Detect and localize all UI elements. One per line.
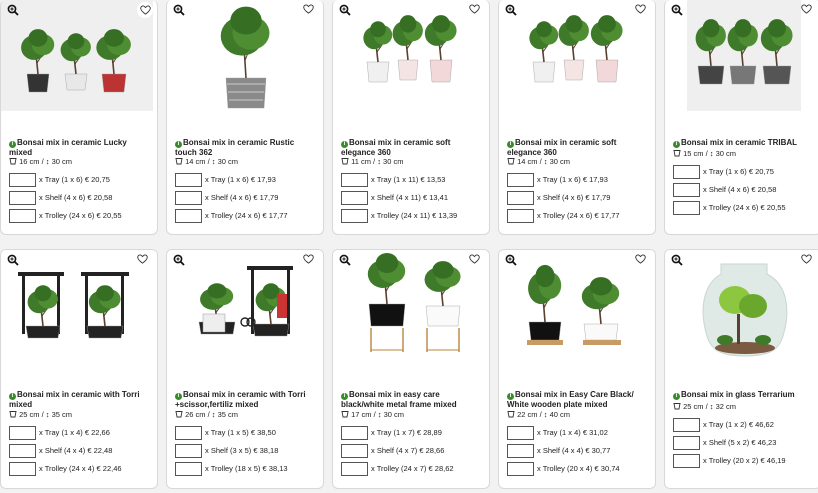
dimensions-text: 25 cm / ↕ 32 cm xyxy=(683,402,737,411)
product-title-text[interactable]: Bonsai mix in ceramic TRIBAL xyxy=(681,138,798,147)
option-price-label: x Trolley (24 x 6) € 17,77 xyxy=(537,211,620,220)
quantity-input[interactable] xyxy=(507,209,534,223)
option-price-label: x Trolley (24 x 6) € 20,55 xyxy=(39,211,122,220)
product-card[interactable] xyxy=(332,0,490,235)
product-dimensions xyxy=(175,157,238,166)
product-image[interactable] xyxy=(333,0,489,126)
order-option-tray xyxy=(507,425,608,440)
info-icon[interactable]: i xyxy=(507,141,514,148)
quantity-input[interactable] xyxy=(9,462,36,476)
order-option-trolley xyxy=(673,453,786,468)
option-price-label: x Shelf (4 x 6) € 17,79 xyxy=(205,193,279,202)
quantity-input[interactable] xyxy=(341,191,368,205)
order-option-trolley xyxy=(9,208,122,223)
option-price-label: x Tray (1 x 5) € 38,50 xyxy=(205,428,276,437)
quantity-input[interactable] xyxy=(175,444,202,458)
quantity-input[interactable] xyxy=(175,426,202,440)
order-option-trolley xyxy=(507,461,620,476)
product-title[interactable] xyxy=(175,138,317,157)
option-price-label: x Trolley (24 x 6) € 17,77 xyxy=(205,211,288,220)
product-title-text[interactable]: Bonsai mix in ceramic Rustic touch 362 xyxy=(175,138,295,157)
zoom-icon[interactable] xyxy=(7,254,19,266)
product-title-text[interactable]: Bonsai mix in ceramic Lucky mixed xyxy=(9,138,127,157)
option-price-label: x Trolley (24 x 4) € 22,46 xyxy=(39,464,122,473)
dimensions-text: 26 cm / ↕ 35 cm xyxy=(185,410,239,419)
product-card[interactable] xyxy=(166,249,324,489)
favorite-heart-icon[interactable] xyxy=(801,254,815,267)
quantity-input[interactable] xyxy=(673,436,700,450)
order-option-shelf xyxy=(673,435,776,450)
product-card[interactable] xyxy=(664,249,818,489)
option-price-label: x Shelf (4 x 11) € 13,41 xyxy=(371,193,448,202)
option-price-label: x Tray (1 x 6) € 20,75 xyxy=(39,175,110,184)
favorite-heart-icon[interactable] xyxy=(303,4,317,17)
option-price-label: x Tray (1 x 4) € 22,66 xyxy=(39,428,110,437)
order-option-trolley xyxy=(673,200,786,215)
product-title[interactable] xyxy=(175,390,317,409)
dimensions-text: 14 cm / ↕ 30 cm xyxy=(517,157,571,166)
order-option-trolley xyxy=(341,461,454,476)
order-option-trolley xyxy=(341,208,457,223)
pot-icon xyxy=(341,410,349,418)
quantity-input[interactable] xyxy=(673,183,700,197)
order-option-shelf xyxy=(673,182,776,197)
order-option-tray xyxy=(507,172,608,187)
order-option-trolley xyxy=(507,208,620,223)
favorite-heart-icon[interactable] xyxy=(469,254,483,267)
product-image[interactable] xyxy=(665,250,818,376)
info-icon[interactable]: i xyxy=(507,393,514,400)
quantity-input[interactable] xyxy=(507,426,534,440)
zoom-icon[interactable] xyxy=(339,4,351,16)
product-dimensions xyxy=(673,402,736,411)
order-option-shelf xyxy=(175,443,278,458)
quantity-input[interactable] xyxy=(175,191,202,205)
order-option-tray xyxy=(341,172,445,187)
quantity-input[interactable] xyxy=(341,209,368,223)
pot-icon xyxy=(175,410,183,418)
product-title[interactable] xyxy=(9,138,151,157)
dimensions-text: 22 cm / ↕ 40 cm xyxy=(517,410,571,419)
product-card[interactable] xyxy=(166,0,324,235)
quantity-input[interactable] xyxy=(341,173,368,187)
option-price-label: x Shelf (4 x 6) € 20,58 xyxy=(39,193,113,202)
quantity-input[interactable] xyxy=(9,209,36,223)
product-card[interactable] xyxy=(0,0,158,235)
option-price-label: x Trolley (20 x 4) € 30,74 xyxy=(537,464,620,473)
order-option-shelf xyxy=(507,190,610,205)
quantity-input[interactable] xyxy=(9,173,36,187)
product-dimensions xyxy=(341,410,404,419)
option-price-label: x Tray (1 x 4) € 31,02 xyxy=(537,428,608,437)
product-title[interactable] xyxy=(341,138,483,157)
option-price-label: x Shelf (4 x 4) € 30,77 xyxy=(537,446,611,455)
product-title[interactable] xyxy=(341,390,483,409)
order-option-tray xyxy=(673,164,774,179)
product-title-text[interactable]: Bonsai mix in Easy Care Black/ White wooden plate mixed xyxy=(507,390,634,409)
order-option-shelf xyxy=(341,190,448,205)
pot-icon xyxy=(9,410,17,418)
order-option-trolley xyxy=(175,208,288,223)
zoom-icon[interactable] xyxy=(173,254,185,266)
product-card[interactable] xyxy=(498,0,656,235)
dimensions-text: 14 cm / ↕ 30 cm xyxy=(185,157,239,166)
pot-icon xyxy=(673,402,681,410)
dimensions-text: 17 cm / ↕ 30 cm xyxy=(351,410,405,419)
option-price-label: x Trolley (20 x 2) € 46,19 xyxy=(703,456,786,465)
option-price-label: x Trolley (24 x 11) € 13,39 xyxy=(371,211,458,220)
order-option-shelf xyxy=(9,190,112,205)
product-title-text[interactable]: Bonsai mix in glass Terrarium xyxy=(681,390,795,399)
quantity-input[interactable] xyxy=(175,462,202,476)
quantity-input[interactable] xyxy=(673,418,700,432)
order-option-shelf xyxy=(175,190,278,205)
option-price-label: x Trolley (24 x 6) € 20,55 xyxy=(703,203,786,212)
quantity-input[interactable] xyxy=(507,191,534,205)
product-dimensions xyxy=(9,410,72,419)
quantity-input[interactable] xyxy=(507,444,534,458)
product-title-text[interactable]: Bonsai mix in ceramic with Torri +scissor,fertiliz mixed xyxy=(175,390,306,409)
product-title-text[interactable]: Bonsai mix in easy care black/white metal frame mixed xyxy=(341,390,457,409)
option-price-label: x Shelf (5 x 2) € 46,23 xyxy=(703,438,777,447)
product-dimensions xyxy=(507,410,570,419)
quantity-input[interactable] xyxy=(341,462,368,476)
favorite-heart-icon[interactable] xyxy=(801,4,815,17)
pot-icon xyxy=(673,149,681,157)
product-image[interactable] xyxy=(167,0,323,126)
product-card[interactable] xyxy=(664,0,818,235)
quantity-input[interactable] xyxy=(673,454,700,468)
product-image[interactable] xyxy=(499,250,655,376)
option-price-label: x Shelf (4 x 6) € 17,79 xyxy=(537,193,611,202)
pot-icon xyxy=(341,157,349,165)
quantity-input[interactable] xyxy=(673,165,700,179)
info-icon[interactable]: i xyxy=(9,393,16,400)
order-option-tray xyxy=(175,172,276,187)
zoom-icon[interactable] xyxy=(505,254,517,266)
product-image[interactable] xyxy=(687,0,801,111)
option-price-label: x Tray (1 x 11) € 13,53 xyxy=(371,175,446,184)
info-icon[interactable]: i xyxy=(175,393,182,400)
option-price-label: x Shelf (3 x 5) € 38,18 xyxy=(205,446,279,455)
product-image[interactable] xyxy=(1,250,157,376)
quantity-input[interactable] xyxy=(507,173,534,187)
product-title[interactable] xyxy=(9,390,151,409)
zoom-icon[interactable] xyxy=(339,254,351,266)
product-title[interactable] xyxy=(507,390,649,409)
quantity-input[interactable] xyxy=(9,426,36,440)
product-image[interactable] xyxy=(167,250,323,376)
product-dimensions xyxy=(507,157,570,166)
favorite-heart-icon[interactable] xyxy=(303,254,317,267)
option-price-label: x Tray (1 x 6) € 17,93 xyxy=(205,175,276,184)
favorite-heart-icon[interactable] xyxy=(137,2,153,18)
quantity-input[interactable] xyxy=(9,444,36,458)
product-title-text[interactable]: Bonsai mix in ceramic with Torri mixed xyxy=(9,390,140,409)
pot-icon xyxy=(9,157,17,165)
product-card[interactable] xyxy=(498,249,656,489)
option-price-label: x Tray (1 x 7) € 28,89 xyxy=(371,428,442,437)
order-option-shelf xyxy=(507,443,610,458)
product-card[interactable] xyxy=(0,249,158,489)
quantity-input[interactable] xyxy=(341,444,368,458)
product-title-text[interactable]: Bonsai mix in ceramic soft elegance 360 xyxy=(341,138,451,157)
dimensions-text: 11 cm / ↕ 30 cm xyxy=(351,157,404,166)
product-card[interactable] xyxy=(332,249,490,489)
pot-icon xyxy=(507,410,515,418)
quantity-input[interactable] xyxy=(9,191,36,205)
option-price-label: x Tray (1 x 6) € 20,75 xyxy=(703,167,774,176)
option-price-label: x Shelf (4 x 6) € 20,58 xyxy=(703,185,777,194)
option-price-label: x Shelf (4 x 4) € 22,48 xyxy=(39,446,113,455)
product-dimensions xyxy=(9,157,72,166)
info-icon[interactable]: i xyxy=(175,141,182,148)
quantity-input[interactable] xyxy=(341,426,368,440)
order-option-tray xyxy=(9,172,110,187)
quantity-input[interactable] xyxy=(673,201,700,215)
product-dimensions xyxy=(341,157,403,166)
favorite-heart-icon[interactable] xyxy=(635,4,649,17)
order-option-trolley xyxy=(9,461,122,476)
option-price-label: x Trolley (18 x 5) € 38,13 xyxy=(205,464,288,473)
zoom-icon[interactable] xyxy=(505,4,517,16)
info-icon[interactable]: i xyxy=(9,141,16,148)
product-title[interactable] xyxy=(673,390,815,400)
info-icon[interactable]: i xyxy=(673,141,680,148)
favorite-heart-icon[interactable] xyxy=(469,4,483,17)
favorite-heart-icon[interactable] xyxy=(635,254,649,267)
product-image[interactable] xyxy=(1,0,153,111)
zoom-icon[interactable] xyxy=(7,4,19,16)
order-option-tray xyxy=(673,417,774,432)
zoom-icon[interactable] xyxy=(671,4,683,16)
option-price-label: x Trolley (24 x 7) € 28,62 xyxy=(371,464,454,473)
order-option-tray xyxy=(175,425,276,440)
product-title[interactable] xyxy=(673,138,815,148)
dimensions-text: 15 cm / ↕ 30 cm xyxy=(683,149,737,158)
product-dimensions xyxy=(175,410,238,419)
product-image[interactable] xyxy=(499,0,655,126)
favorite-heart-icon[interactable] xyxy=(137,254,151,267)
info-icon[interactable]: i xyxy=(341,141,348,148)
quantity-input[interactable] xyxy=(175,209,202,223)
order-option-tray xyxy=(9,425,110,440)
info-icon[interactable]: i xyxy=(341,393,348,400)
dimensions-text: 16 cm / ↕ 30 cm xyxy=(19,157,73,166)
order-option-trolley xyxy=(175,461,288,476)
quantity-input[interactable] xyxy=(507,462,534,476)
pot-icon xyxy=(175,157,183,165)
product-title[interactable] xyxy=(507,138,649,157)
order-option-shelf xyxy=(341,443,444,458)
dimensions-text: 25 cm / ↕ 35 cm xyxy=(19,410,73,419)
quantity-input[interactable] xyxy=(175,173,202,187)
order-option-tray xyxy=(341,425,442,440)
option-price-label: x Tray (1 x 6) € 17,93 xyxy=(537,175,608,184)
pot-icon xyxy=(507,157,515,165)
option-price-label: x Tray (1 x 2) € 46,62 xyxy=(703,420,774,429)
product-image[interactable] xyxy=(333,250,489,376)
product-dimensions xyxy=(673,149,736,158)
zoom-icon[interactable] xyxy=(671,254,683,266)
zoom-icon[interactable] xyxy=(173,4,185,16)
product-title-text[interactable]: Bonsai mix in ceramic soft elegance 360 xyxy=(507,138,617,157)
info-icon[interactable]: i xyxy=(673,393,680,400)
order-option-shelf xyxy=(9,443,112,458)
option-price-label: x Shelf (4 x 7) € 28,66 xyxy=(371,446,445,455)
